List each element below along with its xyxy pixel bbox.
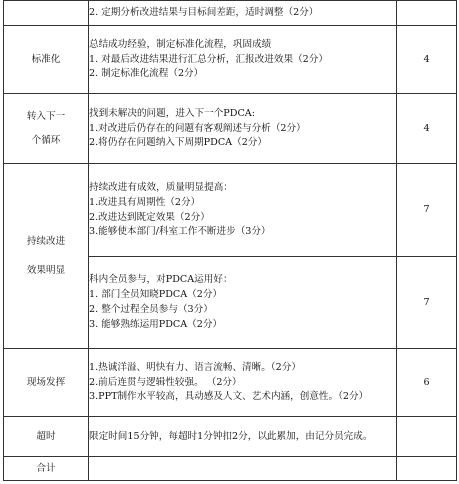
criteria-line: 1. 部门全员知晓PDCA（2分）: [89, 289, 223, 301]
criteria-line: 总结成功经验，制定标准化流程，巩固成绩: [89, 38, 272, 50]
criteria-line: 2. 整个过程全员参与（3分）: [89, 304, 213, 315]
score-value: 4: [423, 53, 430, 65]
score-value: 7: [423, 296, 430, 308]
category-cell: [4, 26, 89, 94]
criteria-line: 1. 对最后改进结果进行汇总分析，汇报改进效果（2分）: [89, 53, 328, 65]
score-cell: [397, 257, 457, 349]
criteria-line: 限定时间15分钟，每超时1分钟扣2分，以此累加，由记分员完成。: [89, 430, 373, 442]
criteria-cell: [89, 26, 397, 94]
criteria-cell: [89, 349, 397, 417]
score-cell: [397, 349, 457, 417]
score-cell: [397, 94, 457, 164]
criteria-line: 2. 定期分析改进结果与目标间差距，适时调整（2分）: [89, 7, 319, 18]
score-value: 4: [423, 122, 430, 134]
category-label-line: 转入下一: [26, 110, 66, 122]
criteria-line: 1.热诚洋溢、明快有力、语言流畅、清晰。（2分）: [89, 361, 301, 373]
criteria-line: 3. 能够熟练运用PDCA（2分）: [89, 318, 223, 330]
criteria-line: 2. 制定标准化流程（2分）: [89, 68, 204, 80]
score-cell: [397, 26, 457, 94]
criteria-cell: [89, 1, 397, 26]
category-label-line: 持续改进: [26, 236, 66, 247]
criteria-line: 找到未解决的问题，进入下一个PDCA:: [89, 107, 255, 119]
criteria-line: 科内全员参与，对PDCA运用好：: [89, 274, 233, 286]
category-cell: [4, 164, 89, 349]
category-cell: [4, 417, 89, 457]
category-cell: [4, 457, 89, 481]
criteria-cell: [89, 94, 397, 164]
score-cell: [397, 457, 457, 481]
criteria-line: 2.将仍存在问题纳入下周期PDCA（2分）: [89, 137, 267, 149]
table-row: [4, 457, 457, 481]
category-label: 超时: [36, 430, 56, 442]
criteria-cell: [89, 457, 397, 481]
criteria-line: 持续改进有成效，质量明显提高：: [89, 181, 233, 193]
category-label: 合计: [36, 462, 56, 474]
category-label: 现场发挥: [26, 376, 66, 388]
criteria-line: 1.对改进后仍存在的问题有客观阐述与分析（2分）: [89, 122, 306, 134]
score-value: 6: [423, 376, 430, 388]
criteria-line: 2.前后连贯与逻辑性较强。 （2分）: [89, 376, 242, 388]
table-row: [4, 417, 457, 457]
criteria-line: 3.能够使本部门/科室工作不断进步（3分）: [89, 226, 271, 238]
table-row: [4, 26, 457, 94]
table-row: [4, 94, 457, 164]
category-cell: [4, 349, 89, 417]
category-cell: [4, 1, 89, 26]
category-label-line: 效果明显: [26, 265, 66, 276]
table-row: [4, 349, 457, 417]
table-row: [4, 1, 457, 26]
scoring-table: [3, 0, 457, 481]
criteria-cell: [89, 164, 397, 257]
criteria-line: 2.改进达到既定效果（2分）: [89, 211, 210, 223]
criteria-line: 3.PPT制作水平较高，具动感及人文、艺术内涵，创意性。（2分）: [89, 391, 369, 403]
score-cell: [397, 164, 457, 257]
score-cell: [397, 1, 457, 26]
criteria-line: 1.改进具有周期性（2分）: [89, 196, 201, 208]
category-label: 标准化: [31, 53, 61, 65]
category-label-line: 个循环: [31, 134, 61, 146]
table-row: [4, 164, 457, 257]
criteria-cell: [89, 417, 397, 457]
score-cell: [397, 417, 457, 457]
criteria-cell: [89, 257, 397, 349]
category-cell: [4, 94, 89, 164]
score-value: 7: [423, 204, 430, 215]
